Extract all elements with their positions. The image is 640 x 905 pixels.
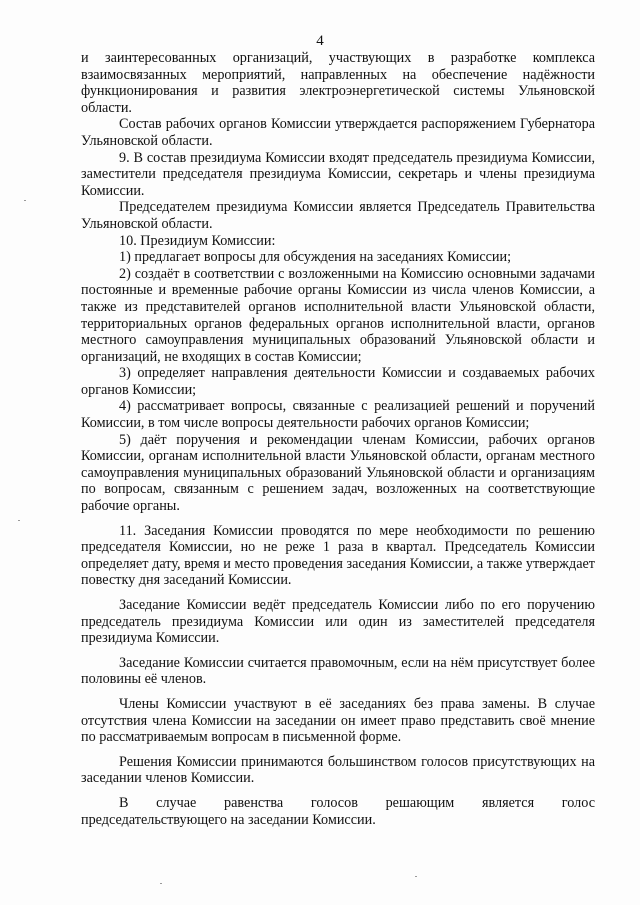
paragraph-meeting-chair: Заседание Комиссии ведёт председатель Комиссии либо по его поручению председатель президиума Комиссии или один из заместителей председателя президиума Комиссии. <box>81 597 595 647</box>
scan-speck <box>24 200 26 201</box>
paragraph-quorum: Заседание Комиссии считается правомочным, если на нём присутствует более половины её членов. <box>81 654 595 688</box>
paragraph-10-presidium-heading: 10. Президиум Комиссии: <box>119 232 276 249</box>
paragraph-decisions: Решения Комиссии принимаются большинством голосов присутствующих на заседании членов Комиссии. <box>81 753 595 787</box>
paragraph-9-presidium-composition: 9. В состав президиума Комиссии входят председатель президиума Комиссии, заместители председателя президиума Комиссии, секретарь и члены президиума Комиссии. <box>81 149 595 199</box>
page-number: 4 <box>316 33 324 49</box>
document-body <box>81 50 595 828</box>
paragraph-members-participation: Члены Комиссии участвуют в её заседаниях без права замены. В случае отсутствия члена Комиссии на заседании он имеет право представить своё мнение по рассматриваемым вопросам в письменной форме. <box>81 695 595 746</box>
scan-speck <box>415 876 417 877</box>
scan-speck <box>18 520 20 521</box>
paragraph-tie-vote: В случае равенства голосов решающим является голос председательствующего на заседании Комиссии. <box>81 794 595 828</box>
list-item-5: 5) даёт поручения и рекомендации членам Комиссии, рабочих органов Комиссии, органам исполнительной власти Ульяновской области, органам местного самоуправления муниципальных образований Ульяновской области и организациям по вопросам, связанным с решением задач, возложенных на соответствующие рабочие органы. <box>81 431 595 515</box>
list-item-3: 3) определяет направления деятельности Комиссии и создаваемых рабочих органов Комиссии; <box>81 365 595 398</box>
paragraph-presidium-chairman: Председателем президиума Комиссии является Председатель Правительства Ульяновской области. <box>81 199 595 232</box>
scan-speck <box>160 883 162 884</box>
paragraph-continuation: и заинтересованных организаций, участвующих в разработке комплекса взаимосвязанных мероприятий, направленных на обеспечение надёжности функционирования и развития электроэнергетической системы Ульяновской области. <box>81 50 595 116</box>
list-item-1: 1) предлагает вопросы для обсуждения на заседаниях Комиссии; <box>119 249 512 266</box>
paragraph-working-bodies: Состав рабочих органов Комиссии утверждается распоряжением Губернатора Ульяновской области. <box>81 116 595 149</box>
list-item-2: 2) создаёт в соответствии с возложенными на Комиссию основными задачами постоянные и временные рабочие органы Комиссии из числа членов Комиссии, а также из представителей органов исполнительной власти Ульяновской области, территориальных органов федеральных органов исполнительной власти, органов местного самоуправления муниципальных образований Ульяновской области и организаций, не входящих в состав Комиссии; <box>81 265 595 365</box>
paragraph-11-meetings: 11. Заседания Комиссии проводятся по мере необходимости по решению председателя Комиссии, но не реже 1 раза в квартал. Председатель Комиссии определяет дату, время и место проведения заседания Комиссии, а также утверждает повестку дня заседаний Комиссии. <box>81 522 595 589</box>
list-item-4: 4) рассматривает вопросы, связанные с реализацией решений и поручений Комиссии, в том числе вопросы деятельности рабочих органов Комиссии; <box>81 398 595 432</box>
